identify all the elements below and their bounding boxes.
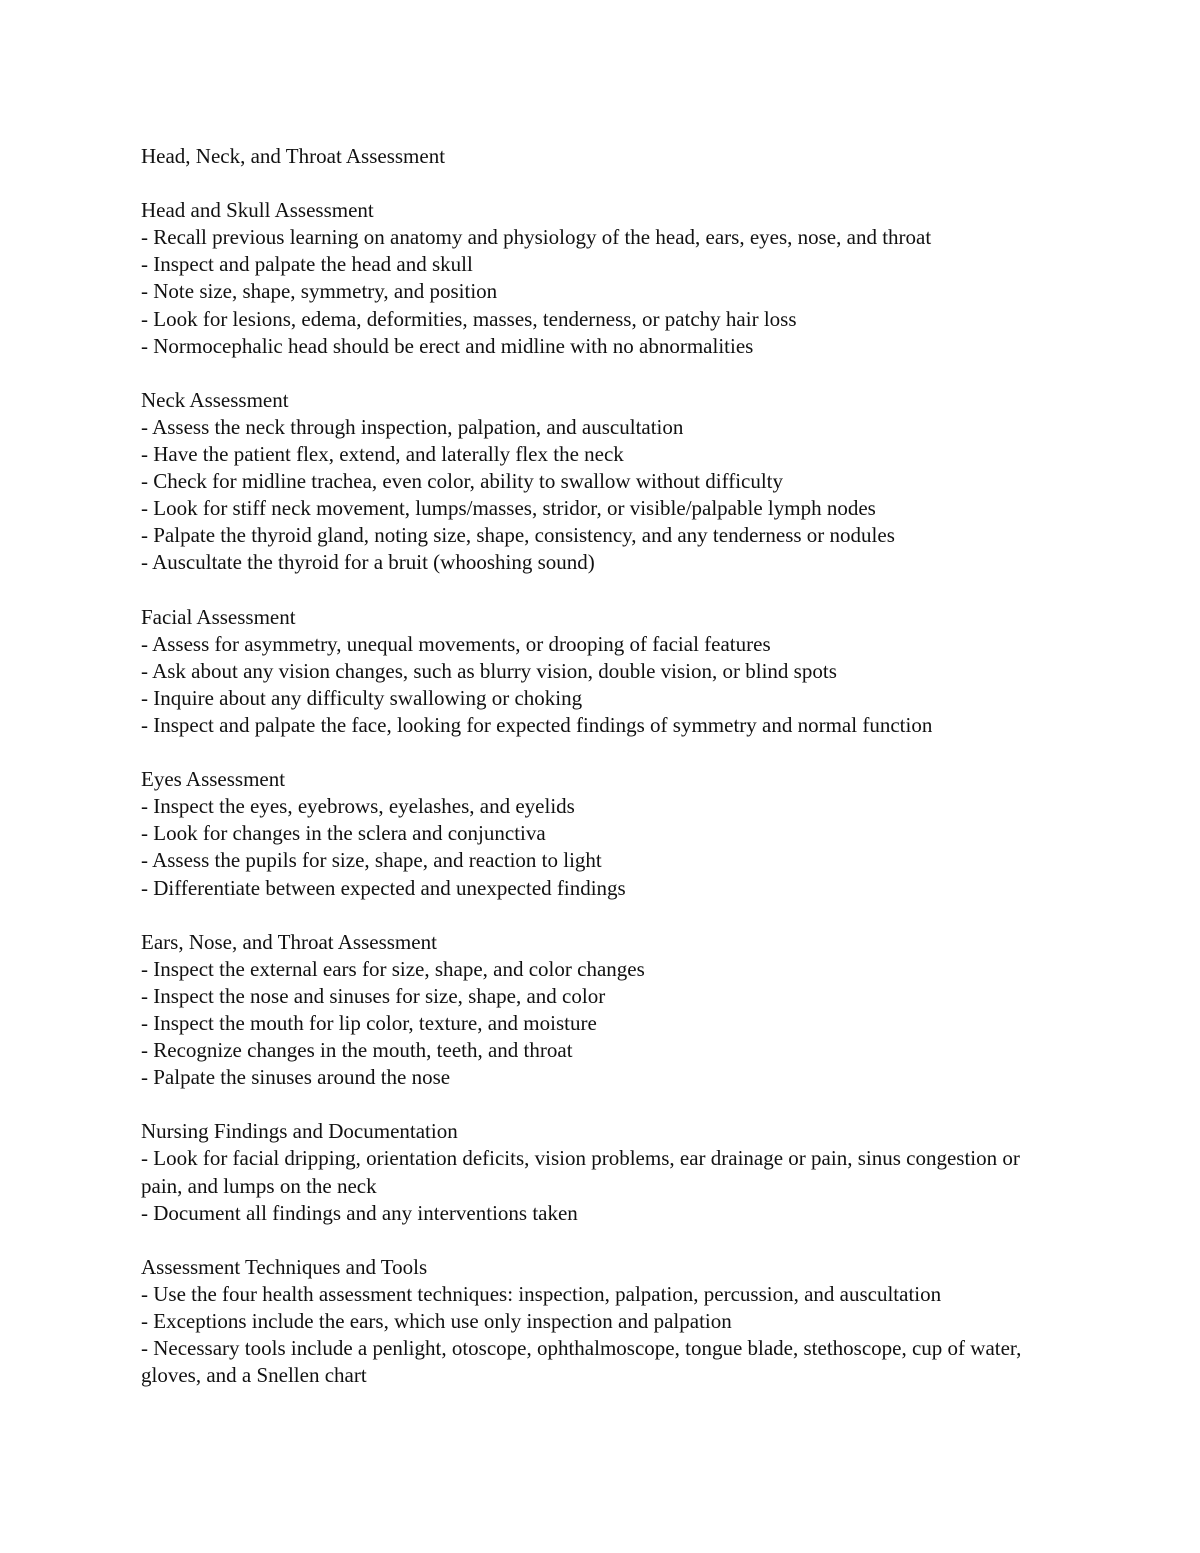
bullet-list (141, 793, 1061, 901)
list-item: - Inspect the mouth for lip color, texture, and moisture (141, 1011, 597, 1035)
list-item: - Ask about any vision changes, such as blurry vision, double vision, or blind spots (141, 658, 837, 683)
section-eyes (141, 766, 1061, 901)
list-item: - Inspect the eyes, eyebrows, eyelashes, and eyelids (141, 794, 575, 819)
list-item: - Assess the neck through inspection, palpation, and auscultation (141, 414, 684, 439)
list-item: - Inspect the nose and sinuses for size, shape, and color (141, 983, 606, 1008)
list-item: - Exceptions include the ears, which use only inspection and palpation (141, 1309, 732, 1334)
list-item: - Palpate the sinuses around the nose (141, 1065, 451, 1090)
list-item: - Normocephalic head should be erect and midline with no abnormalities (141, 333, 754, 358)
list-item: - Assess the pupils for size, shape, and reaction to light (141, 848, 602, 873)
list-item: - Inspect the external ears for size, shape, and color changes (141, 956, 645, 981)
list-item: - Have the patient flex, extend, and laterally flex the neck (141, 442, 624, 467)
bullet-list (141, 631, 1061, 739)
section-heading: Assessment Techniques and Tools (141, 1254, 428, 1279)
section-ears-nose-throat (141, 929, 1061, 1092)
list-item: - Auscultate the thyroid for a bruit (whooshing sound) (141, 550, 595, 575)
list-item: - Inspect and palpate the face, looking for expected findings of symmetry and normal function (141, 712, 933, 737)
section-heading: Eyes Assessment (141, 767, 286, 792)
document-title: Head, Neck, and Throat Assessment (141, 144, 446, 168)
list-item: - Document all findings and any interventions taken (141, 1200, 578, 1225)
list-item: - Look for stiff neck movement, lumps/masses, stridor, or visible/palpable lymph nodes (141, 496, 876, 521)
bullet-list (141, 1145, 1061, 1226)
section-nursing-findings (141, 1118, 1061, 1226)
section-heading: Nursing Findings and Documentation (141, 1119, 458, 1144)
list-item: - Assess for asymmetry, unequal movements, or drooping of facial features (141, 631, 771, 656)
list-item: - Use the four health assessment techniques: inspection, palpation, percussion, and auscultation (141, 1281, 942, 1306)
list-item: - Differentiate between expected and unexpected findings (141, 875, 626, 900)
list-item: - Recall previous learning on anatomy and physiology of the head, ears, eyes, nose, and throat (141, 225, 932, 250)
list-item: - Recognize changes in the mouth, teeth, and throat (141, 1038, 573, 1063)
section-head-and-skull (141, 197, 1061, 360)
list-item: - Note size, shape, symmetry, and position (141, 279, 498, 304)
list-item: - Look for facial dripping, orientation deficits, vision problems, ear drainage or pain, sinus congestion or pain, and lumps on the neck (141, 1146, 1020, 1198)
list-item: - Palpate the thyroid gland, noting size, shape, consistency, and any tenderness or nodules (141, 523, 895, 548)
section-facial (141, 604, 1061, 739)
list-item: - Check for midline trachea, even color, ability to swallow without difficulty (141, 469, 784, 494)
list-item: - Necessary tools include a penlight, otoscope, ophthalmoscope, tongue blade, stethoscope, cup of water, gloves, and a Snellen chart (141, 1336, 1022, 1388)
section-techniques-and-tools (141, 1254, 1061, 1389)
section-heading: Ears, Nose, and Throat Assessment (141, 929, 437, 954)
document-page (141, 143, 1061, 1416)
list-item: - Inspect and palpate the head and skull (141, 252, 473, 277)
section-heading: Head and Skull Assessment (141, 198, 374, 223)
bullet-list (141, 414, 1061, 577)
list-item: - Inquire about any difficulty swallowing or choking (141, 685, 583, 710)
section-heading: Neck Assessment (141, 387, 289, 412)
bullet-list (141, 224, 1061, 359)
bullet-list (141, 956, 1061, 1091)
section-neck (141, 387, 1061, 577)
section-heading: Facial Assessment (141, 604, 296, 629)
list-item: - Look for lesions, edema, deformities, masses, tenderness, or patchy hair loss (141, 306, 797, 331)
list-item: - Look for changes in the sclera and conjunctiva (141, 821, 546, 846)
bullet-list (141, 1281, 1061, 1389)
